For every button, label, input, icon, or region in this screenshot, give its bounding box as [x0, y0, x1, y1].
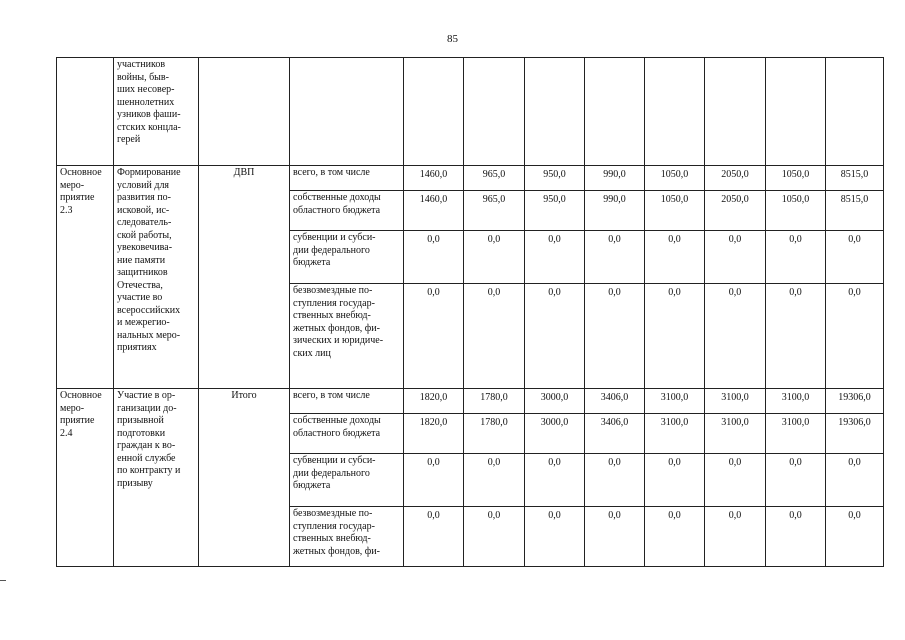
cell-value: 8515,0 — [826, 191, 884, 231]
cell-value: 0,0 — [645, 284, 705, 389]
cell-value: 1820,0 — [404, 389, 464, 414]
table-row-continued — [57, 58, 884, 166]
cell-value: 0,0 — [826, 284, 884, 389]
cell-value: 1050,0 — [766, 166, 826, 191]
cell-value: 0,0 — [705, 507, 766, 567]
cell-code: Основное меро- приятие 2.3 — [57, 166, 114, 389]
cell-value: 0,0 — [766, 454, 826, 507]
cell-value: 0,0 — [404, 284, 464, 389]
cell-value — [705, 58, 766, 166]
cell-source: всего, в том числе — [290, 166, 404, 191]
cell-value: 1050,0 — [645, 191, 705, 231]
cell-value: 2050,0 — [705, 166, 766, 191]
cell-value: 0,0 — [525, 507, 585, 567]
cell-value: 2050,0 — [705, 191, 766, 231]
page-number: 85 — [447, 33, 458, 45]
cell-value: 1780,0 — [464, 414, 525, 454]
cell-value: 0,0 — [525, 454, 585, 507]
cell-description: Формирование условий для развития по- исковой, ис- следователь- ской работы, увековечива- ние памяти защитников Отечества, участие во всероссийских и межрегио- нальных меро- приятиях — [114, 166, 199, 389]
cell-value: 3000,0 — [525, 389, 585, 414]
cell-description: участников войны, быв- ших несовер- шеннолетних узников фаши- стских концла- герей — [114, 58, 199, 166]
cell-value: 0,0 — [826, 507, 884, 567]
cell-value: 1780,0 — [464, 389, 525, 414]
cell-source: собственные доходы областного бюджета — [290, 414, 404, 454]
cell-value: 0,0 — [705, 454, 766, 507]
cell-value: 0,0 — [826, 454, 884, 507]
cell-value: 1820,0 — [404, 414, 464, 454]
cell-value: 3100,0 — [705, 414, 766, 454]
budget-table-body — [57, 58, 884, 567]
cell-value — [525, 58, 585, 166]
cell-value: 0,0 — [525, 231, 585, 284]
cell-value: 19306,0 — [826, 389, 884, 414]
cell-value: 0,0 — [464, 507, 525, 567]
cell-value: 0,0 — [585, 284, 645, 389]
cell-value: 0,0 — [766, 507, 826, 567]
cell-code: Основное меро- приятие 2.4 — [57, 389, 114, 567]
cell-value: 3406,0 — [585, 389, 645, 414]
cell-value: 965,0 — [464, 166, 525, 191]
cell-value: 1050,0 — [766, 191, 826, 231]
cell-value: 1460,0 — [404, 166, 464, 191]
cell-value — [585, 58, 645, 166]
cell-value: 0,0 — [645, 231, 705, 284]
cell-value — [464, 58, 525, 166]
cell-value: 3100,0 — [645, 389, 705, 414]
cell-source — [290, 58, 404, 166]
cell-executor — [199, 58, 290, 166]
scan-edge-mark — [0, 580, 6, 581]
cell-value: 0,0 — [464, 454, 525, 507]
cell-value — [826, 58, 884, 166]
cell-value: 0,0 — [404, 507, 464, 567]
cell-value: 0,0 — [585, 231, 645, 284]
cell-executor: ДВП — [199, 166, 290, 389]
cell-description: Участие в ор- ганизации до- призывной подготовки граждан к во- енной службе по контракту и призыву — [114, 389, 199, 567]
cell-value: 3100,0 — [766, 389, 826, 414]
cell-value: 0,0 — [645, 507, 705, 567]
table-row — [57, 166, 884, 191]
cell-code — [57, 58, 114, 166]
cell-value: 0,0 — [705, 231, 766, 284]
cell-value: 0,0 — [525, 284, 585, 389]
cell-value: 8515,0 — [826, 166, 884, 191]
cell-source: безвозмездные по- ступления государ- ственных внебюд- жетных фондов, фи- — [290, 507, 404, 567]
cell-value: 950,0 — [525, 191, 585, 231]
cell-source: безвозмездные по- ступления государ- ственных внебюд- жетных фондов, фи- зических и юридиче- ских лиц — [290, 284, 404, 389]
cell-source: собственные доходы областного бюджета — [290, 191, 404, 231]
cell-value: 3406,0 — [585, 414, 645, 454]
cell-value: 1050,0 — [645, 166, 705, 191]
table-row — [57, 389, 884, 414]
cell-value: 3100,0 — [645, 414, 705, 454]
cell-value: 3100,0 — [705, 389, 766, 414]
budget-table — [56, 57, 884, 567]
cell-value: 950,0 — [525, 166, 585, 191]
cell-value: 3100,0 — [766, 414, 826, 454]
cell-executor: Итого — [199, 389, 290, 567]
cell-value: 0,0 — [826, 231, 884, 284]
cell-value: 0,0 — [404, 231, 464, 284]
cell-value: 0,0 — [585, 454, 645, 507]
cell-value: 0,0 — [705, 284, 766, 389]
cell-source: всего, в том числе — [290, 389, 404, 414]
cell-source: субвенции и субси- дии федерального бюджета — [290, 454, 404, 507]
cell-value: 965,0 — [464, 191, 525, 231]
cell-value: 0,0 — [404, 454, 464, 507]
cell-value: 0,0 — [766, 231, 826, 284]
cell-value: 0,0 — [464, 231, 525, 284]
cell-value: 0,0 — [645, 454, 705, 507]
cell-value: 19306,0 — [826, 414, 884, 454]
cell-value — [766, 58, 826, 166]
cell-value: 1460,0 — [404, 191, 464, 231]
cell-value — [404, 58, 464, 166]
cell-value: 3000,0 — [525, 414, 585, 454]
cell-value: 0,0 — [766, 284, 826, 389]
cell-value: 990,0 — [585, 191, 645, 231]
cell-value: 0,0 — [464, 284, 525, 389]
cell-source: субвенции и субси- дии федерального бюджета — [290, 231, 404, 284]
cell-value: 990,0 — [585, 166, 645, 191]
cell-value: 0,0 — [585, 507, 645, 567]
cell-value — [645, 58, 705, 166]
